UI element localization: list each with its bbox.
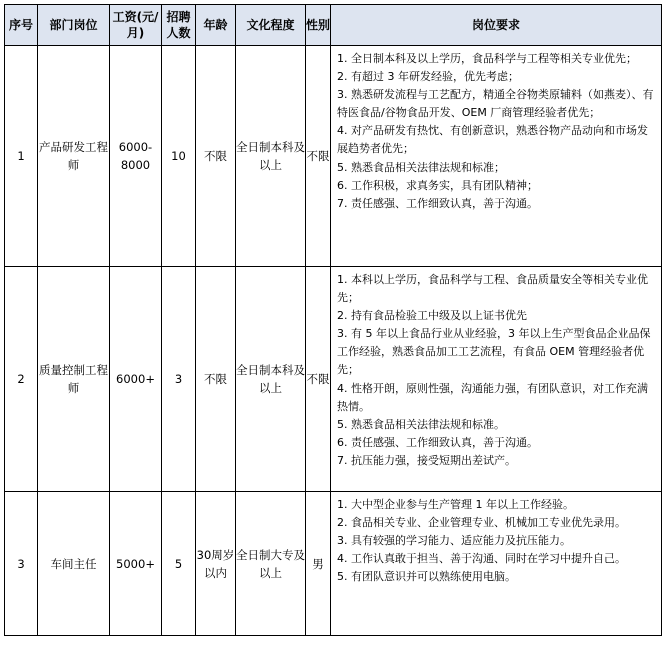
row-headcount: 3 <box>162 267 196 492</box>
requirement-item: 2. 食品相关专业、企业管理专业、机械加工专业优先录用。 <box>337 516 626 530</box>
header-position: 部门岗位 <box>38 5 110 46</box>
requirement-item: 5. 有团队意识并可以熟练使用电脑。 <box>337 570 516 584</box>
row-headcount: 10 <box>162 46 196 267</box>
row-age: 不限 <box>196 267 236 492</box>
requirement-item: 6. 工作积极，求真务实，具有团队精神； <box>337 178 538 192</box>
table-row <box>5 46 662 267</box>
header-gender: 性别 <box>306 5 331 46</box>
header-requirements: 岗位要求 <box>331 5 662 46</box>
row-education: 全日制大专及以上 <box>236 492 306 636</box>
row-age: 30周岁以内 <box>196 492 236 636</box>
row-gender: 不限 <box>306 46 331 267</box>
header-no: 序号 <box>5 5 38 46</box>
header-headcount: 招聘人数 <box>162 5 196 46</box>
requirement-item: 1. 全日制本科及以上学历，食品科学与工程等相关专业优先； <box>337 52 637 65</box>
requirement-item: 4. 对产品研发有热忱、有创新意识，熟悉谷物产品动向和市场发展趋势者优先； <box>337 124 648 156</box>
table-row <box>5 492 662 636</box>
row-gender: 男 <box>306 492 331 636</box>
table-row <box>5 267 662 492</box>
row-no: 1 <box>5 46 38 267</box>
row-salary: 6000+ <box>110 267 162 492</box>
header-salary: 工资(元/月) <box>110 5 162 46</box>
requirement-item: 3. 有 5 年以上食品行业从业经验，3 年以上生产型食品企业品保工作经验，熟悉食品加工工艺流程，有食品 OEM 管理经验者优先； <box>337 327 651 377</box>
requirement-item: 3. 具有较强的学习能力、适应能力及抗压能力。 <box>337 534 571 548</box>
job-requirements-table <box>4 4 662 636</box>
row-salary: 5000+ <box>110 492 162 636</box>
row-no: 3 <box>5 492 38 636</box>
row-no: 2 <box>5 267 38 492</box>
row-requirements <box>331 46 662 267</box>
row-education: 全日制本科及以上 <box>236 267 306 492</box>
requirement-item: 5. 熟悉食品相关法律法规和标准； <box>337 160 505 174</box>
row-requirements <box>331 267 662 492</box>
header-row <box>5 5 662 46</box>
requirement-item: 3. 熟悉研发流程与工艺配方，精通全谷物类原辅料（如燕麦）、有特医食品/谷物食品开发、OEM 厂商管理经验者优先； <box>337 88 654 120</box>
requirement-item: 7. 责任感强、工作细致认真，善于沟通。 <box>337 196 538 210</box>
requirement-item: 1. 本科以上学历，食品科学与工程、食品质量安全等相关专业优先； <box>337 273 648 305</box>
row-requirements <box>331 492 662 636</box>
requirement-item: 1. 大中型企业参与生产管理 1 年以上工作经验。 <box>337 498 574 511</box>
row-position: 产品研发工程师 <box>38 46 110 267</box>
header-education: 文化程度 <box>236 5 306 46</box>
requirement-item: 7. 抗压能力强，接受短期出差试产。 <box>337 453 516 467</box>
header-age: 年龄 <box>196 5 236 46</box>
requirement-item: 5. 熟悉食品相关法律法规和标准。 <box>337 417 505 431</box>
requirement-item: 6. 责任感强、工作细致认真，善于沟通。 <box>337 435 538 449</box>
row-age: 不限 <box>196 46 236 267</box>
row-salary: 6000-8000 <box>110 46 162 267</box>
requirement-item: 2. 有超过 3 年研发经验，优先考虑； <box>337 70 519 84</box>
requirement-item: 4. 性格开朗，原则性强，沟通能力强，有团队意识，对工作充满热情。 <box>337 381 648 413</box>
requirement-item: 4. 工作认真敢于担当、善于沟通、同时在学习中提升自己。 <box>337 552 626 566</box>
row-education: 全日制本科及以上 <box>236 46 306 267</box>
row-position: 车间主任 <box>38 492 110 636</box>
requirement-item: 2. 持有食品检验工中级及以上证书优先 <box>337 309 527 323</box>
row-gender: 不限 <box>306 267 331 492</box>
row-position: 质量控制工程师 <box>38 267 110 492</box>
row-headcount: 5 <box>162 492 196 636</box>
